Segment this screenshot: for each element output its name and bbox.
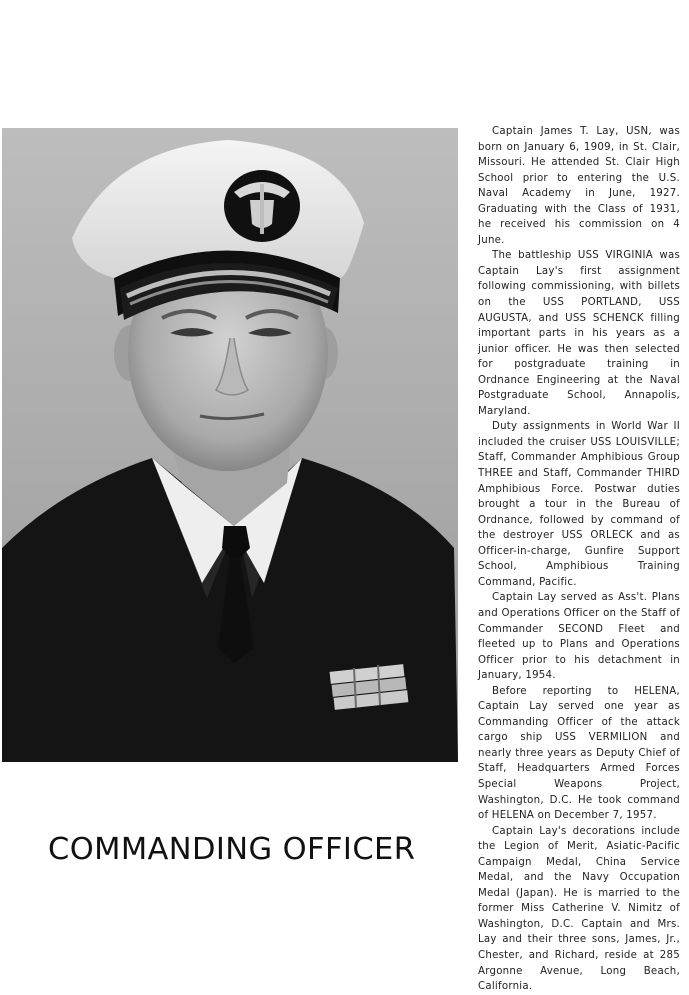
- biography-text: [478, 124, 680, 995]
- service-ribbons: [330, 664, 409, 710]
- bio-paragraph-family: Captain Lay's decorations include the Legion of Merit, Asiatic-Pacific Campaign Medal, China Service Medal, and the Navy Occupation Medal (Japan). He is married to the former Miss Catherine V. Nimitz of Washington, D.C. Captain and Mrs. Lay and their three sons, James, Jr., Chester, and Richard, reside at 285 Argonne Avenue, Long Beach, California.: [478, 825, 680, 993]
- page-heading: COMMANDING OFFICER: [48, 832, 416, 867]
- bio-paragraph-staff: Captain Lay served as Ass't. Plans and Operations Officer on the Staff of Commander SECOND Fleet and fleeted up to Plans and Operations Officer prior to his detachment in January, 1954.: [478, 592, 680, 682]
- portrait-image: [2, 128, 458, 762]
- officer-portrait-photo: [2, 128, 458, 762]
- bio-paragraph-birth: Captain James T. Lay, USN, was born on January 6, 1909, in St. Clair, Missouri. He attended St. Clair High School prior to entering the U.S. Naval Academy in June, 1927. Graduating with the Class of 1931, he received his commission on 4 June.: [478, 126, 680, 246]
- bio-paragraph-command: Before reporting to HELENA, Captain Lay served one year as Commanding Officer of the attack cargo ship USS VERMILION and nearly three years as Deputy Chief of Staff, Headquarters Armed Forces Special Weapons Project, Washington, D.C. He took command of HELENA on December 7, 1957.: [478, 685, 680, 822]
- bio-paragraph-wartime: Duty assignments in World War II included the cruiser USS LOUISVILLE; Staff, Commander Amphibious Group THREE and Staff, Commander THIRD Amphibious Force. Postwar duties brought a tour in the Bureau of Ordnance, followed by command of the destroyer USS ORLECK and as Officer-in-charge, Gunfire Support School, Amphibious Training Command, Pacific.: [478, 421, 680, 588]
- bio-paragraph-early-career: The battleship USS VIRGINIA was Captain Lay's first assignment following commissioning, with billets on the USS PORTLAND, USS AUGUSTA, and USS SCHENCK filling important parts in his years as a junior officer. He was then selected for postgraduate training in Ordnance Engineering at the Naval Postgraduate School, Annapolis, Maryland.: [478, 250, 680, 417]
